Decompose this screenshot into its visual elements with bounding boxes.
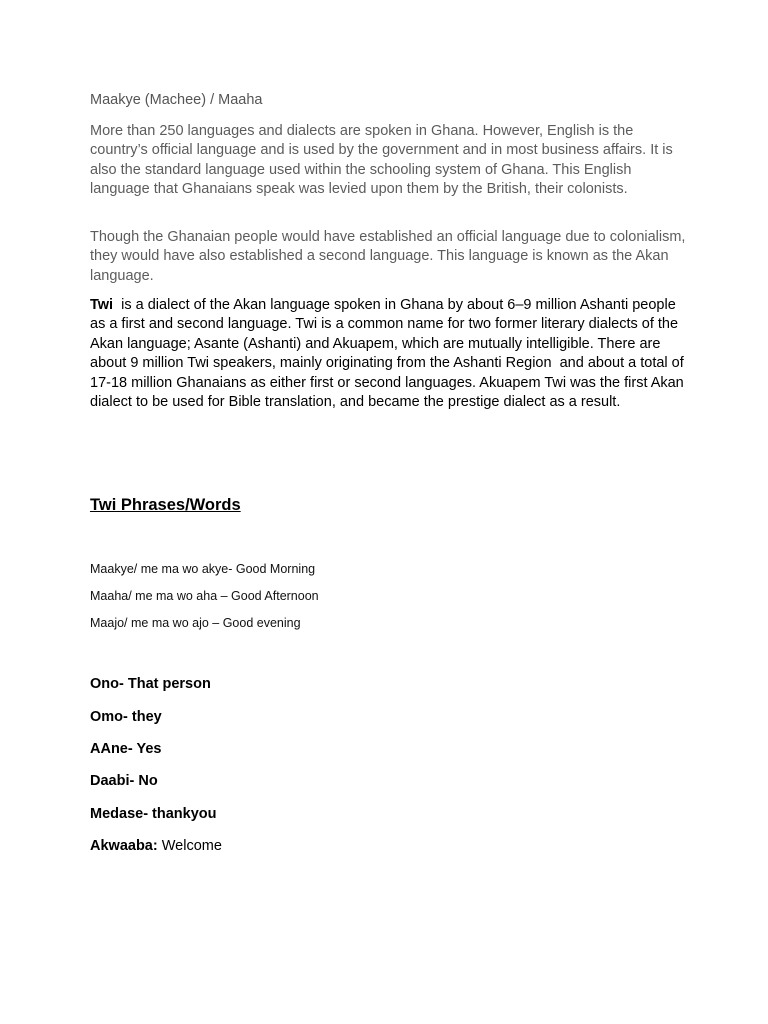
word-entry [90,741,161,757]
twi-description: is a dialect of the Akan language spoken in Ghana by about 6–9 million Ashanti people as a first and second language. Twi is a common name for two former literary dialects of the Akan language; Asante (Ashanti) and Akuapem, which are mutually intelligible. There are about 9 million Twi speakers, mainly originating from the Ashanti Region and about a total of 17-18 million Ghanaians as either first or second languages. Akuapem Twi was the first Akan dialect to be used for Bible translation, and became the prestige dialect as a result. [90,297,688,411]
akan-paragraph: Though the Ghanaian people would have established an official language due to colonialism, they would have also established a second language. This language is known as the Akan language. [90,229,686,284]
word-term: Akwaaba: [90,838,158,854]
word-term: Medase- thankyou [90,806,217,822]
section-title: Twi Phrases/Words [90,496,241,514]
intro-paragraph: More than 250 languages and dialects are spoken in Ghana. However, English is the country’s official language and is used by the government and in most business affairs. It is also the standard language used within the schooling system of Ghana. This English language that Ghanaians speak was levied upon them by the British, their colonists. [90,123,673,198]
word-term: Daabi- No [90,773,158,789]
word-entry [90,838,222,854]
twi-term: Twi [90,297,114,313]
word-term: Ono- That person [90,676,211,692]
word-entry [90,709,162,725]
document-heading: Maakye (Machee) / Maaha [90,92,263,108]
word-entry [90,676,211,692]
word-entry [90,806,217,822]
word-term: AAne- Yes [90,741,162,757]
word-meaning: Welcome [157,838,222,854]
word-term: Omo- they [90,709,162,725]
greeting-morning: Maakye/ me ma wo akye- Good Morning [90,562,316,576]
greeting-evening: Maajo/ me ma wo ajo – Good evening [90,616,301,630]
twi-paragraph [90,296,690,412]
word-entry [90,773,158,789]
greeting-afternoon: Maaha/ me ma wo aha – Good Afternoon [90,589,319,603]
